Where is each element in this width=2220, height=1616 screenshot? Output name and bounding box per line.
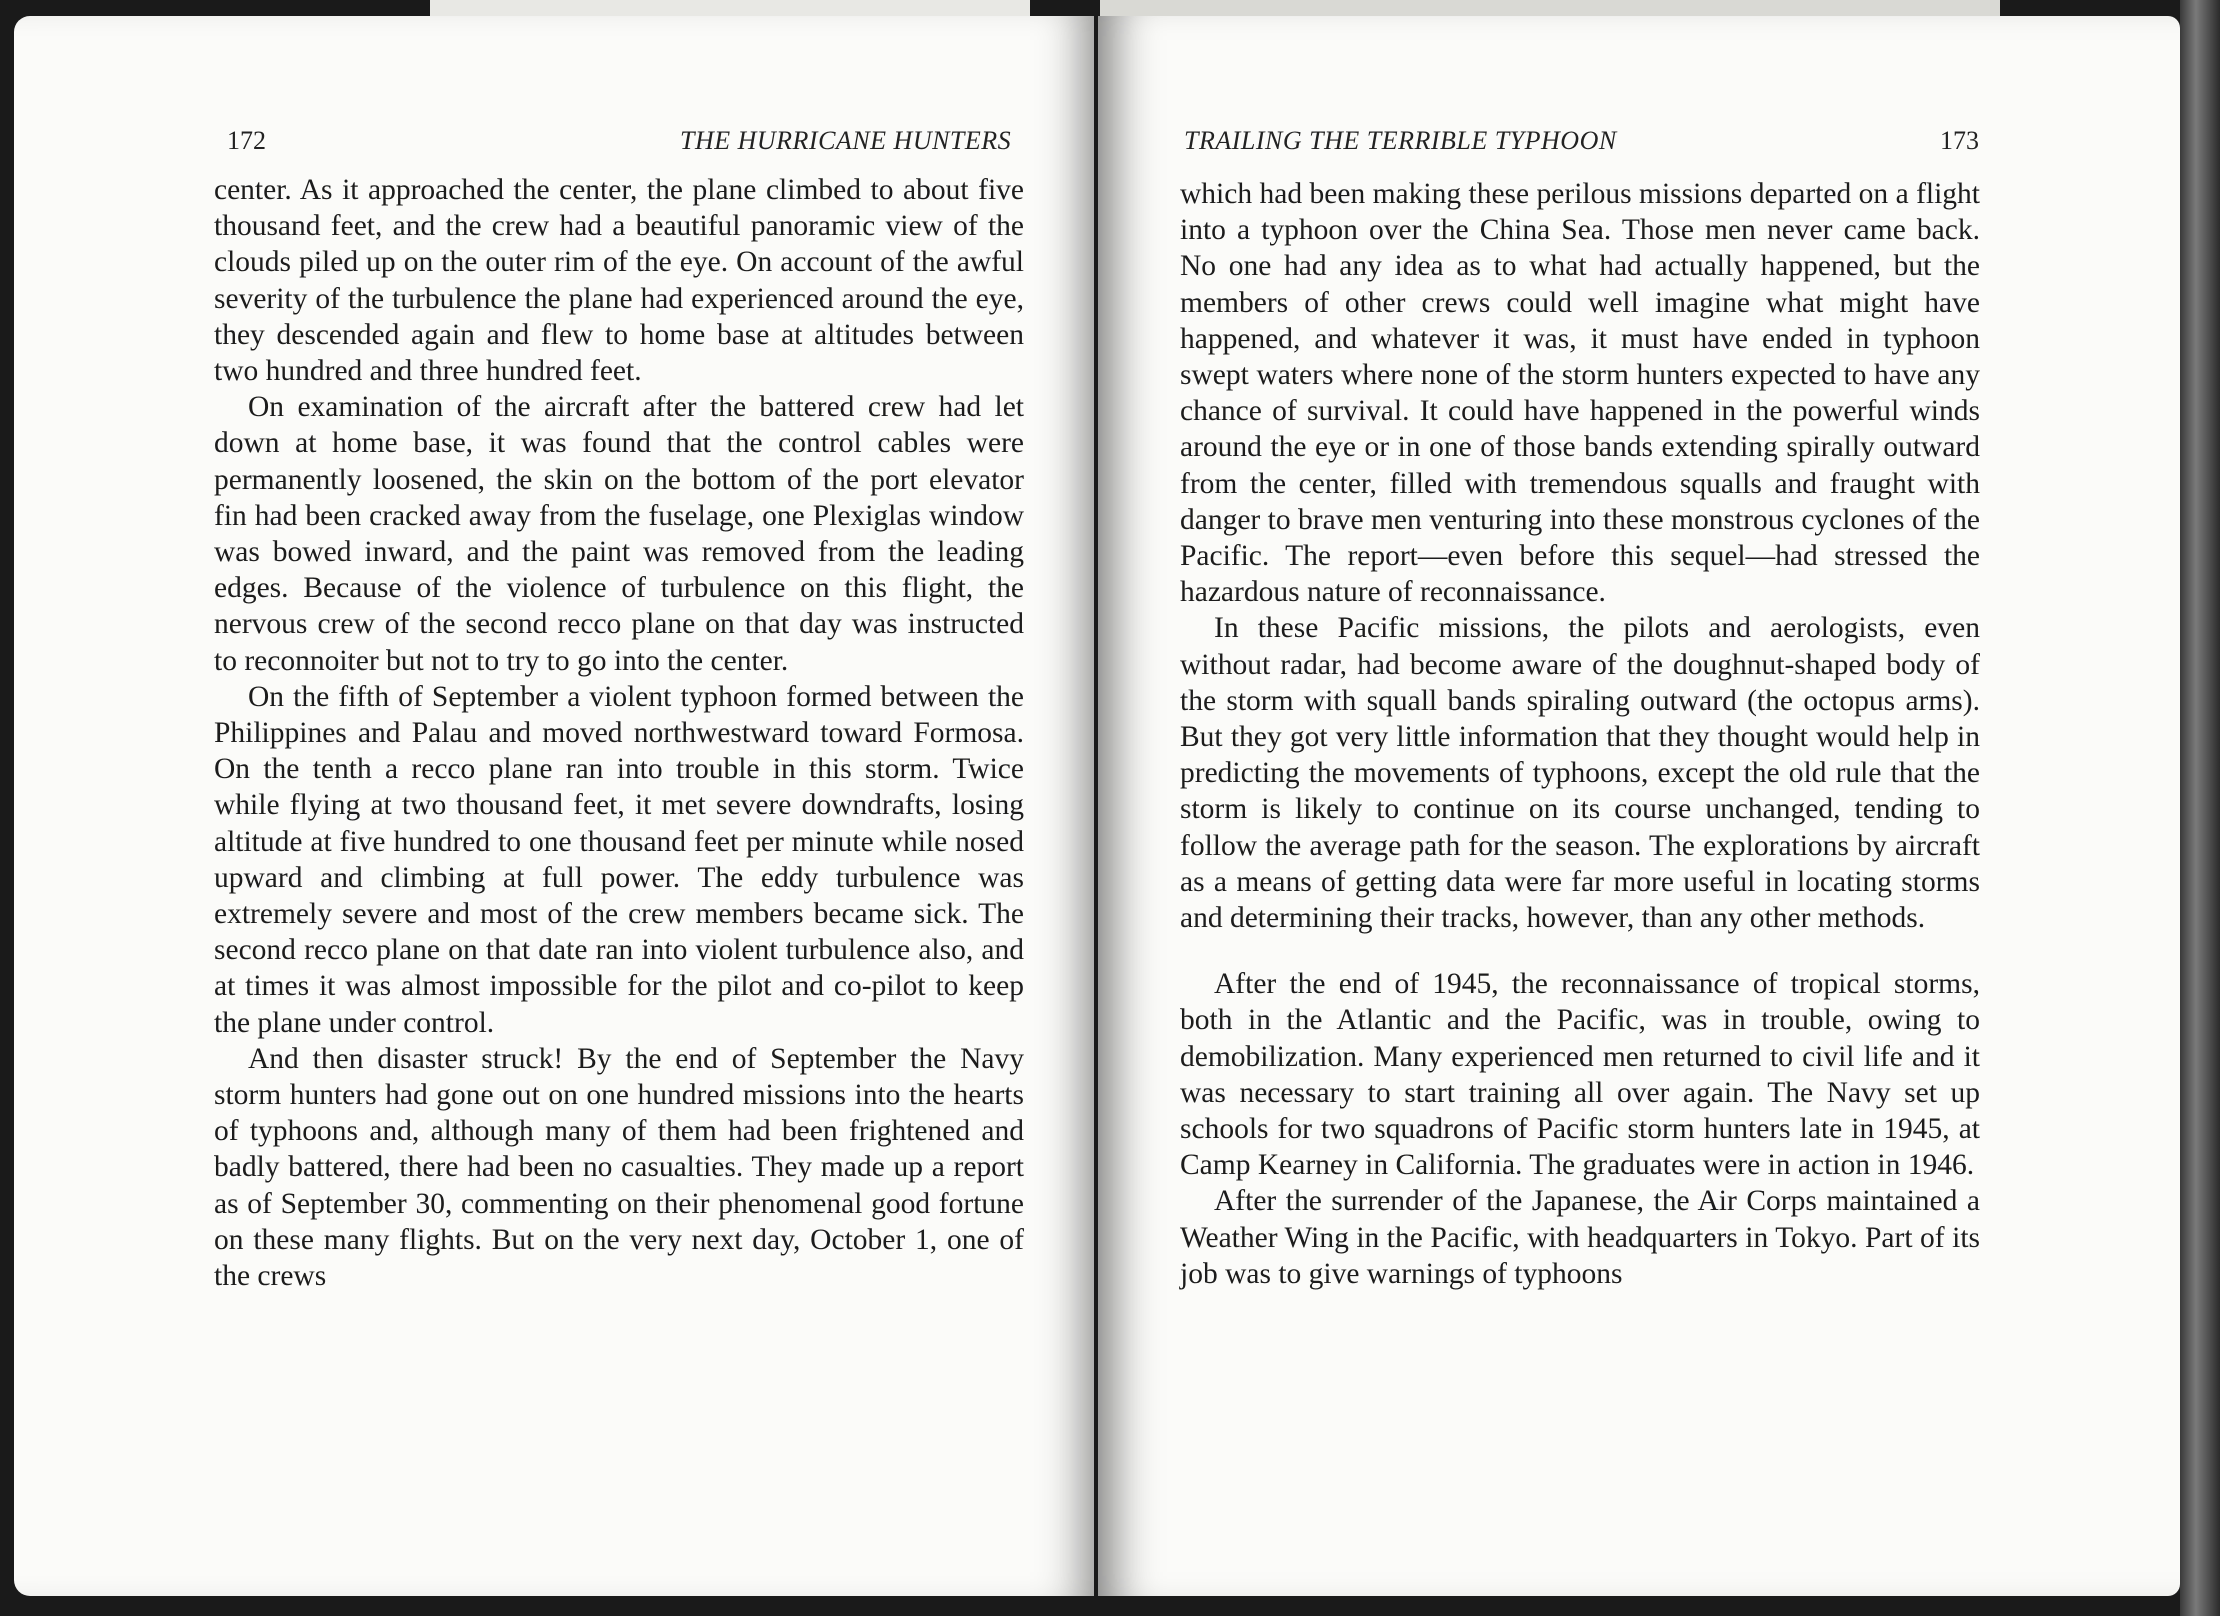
paragraph: And then disaster struck! By the end of September the Navy storm hunters had gone out on one hundred missions into the hearts of typhoons and, although many of them had been frightened and badly battered, there had been no casualties. They made up a report as of September 30, commenting on their phenomenal good fortune on these many flights. But on the very next day, October 1, one of the crews: [214, 1042, 1024, 1293]
paragraph: which had been making these perilous missions departed on a flight into a typhoon over the China Sea. Those men never came back. No one had any idea as to what had actually happened, but the members of other crews could well imagine what might have happened, and whatever it was, it must have ended in typhoon swept waters where none of the storm hunters expected to have any chance of survival. It could have happened in the powerful winds around the eye or in one of those bands extending spirally outward from the center, filled with tremendous squalls and fraught with danger to brave men venturing into these monstrous cyclones of the Pacific. The report—even before this sequel—had stressed the hazardous nature of reconnaissance.: [1180, 178, 1980, 609]
page-number-left: 172: [227, 126, 266, 155]
right-body-text: [1180, 176, 1980, 1292]
paragraph: After the end of 1945, the reconnaissance of tropical storms, both in the Atlantic and the Pacific, was in trouble, owing to demobilization. Many experienced men returned to civil life and it was necessary to start training all over again. The Navy set up schools for two squadrons of Pacific storm hunters late in 1945, at Camp Kearney in California. The graduates were in action in 1946.: [1180, 968, 1980, 1182]
running-head-right: TRAILING THE TERRIBLE TYPHOON: [1184, 126, 1617, 155]
paragraph: On the fifth of September a violent typhoon formed between the Philippines and Palau and moved northwestward toward Formosa. On the tenth a recco plane ran into trouble in this storm. Twice while flying at two thousand feet, it met severe downdrafts, losing altitude at five hundred to one thousand feet per minute while nosed upward and climbing at full power. The eddy turbulence was extremely severe and most of the crew members became sick. The second recco plane on that date ran into violent turbulence also, and at times it was almost impossible for the pilot and co-pilot to keep the plane under control.: [214, 680, 1024, 1039]
paragraph: In these Pacific missions, the pilots and aerologists, even without radar, had become aware of the doughnut-shaped body of the storm with squall bands spiraling outward (the octopus arms). But they got very little information that they thought would help in predicting the movements of typhoons, except the old rule that the storm is likely to continue on its course unchanged, tending to follow the average path for the season. The explorations by aircraft as a means of getting data were far more useful in locating storms and determining their tracks, however, than any other methods.: [1180, 612, 1980, 935]
right-header: [0, 126, 2220, 166]
paper-slip-top-right: [1100, 0, 2000, 16]
paragraph: On examination of the aircraft after the battered crew had let down at home base, it was found that the control cables were permanently loosened, the skin on the bottom of the port elevator fin had been cracked away from the fuselage, one Plexiglas window was bowed inward, and the paint was removed from the leading edges. Because of the violence of turbulence on this flight, the nervous crew of the second recco plane on that day was instructed to reconnoiter but not to try to go into the center.: [214, 391, 1024, 677]
paragraph: After the surrender of the Japanese, the Air Corps maintained a Weather Wing in the Pacific, with headquarters in Tokyo. Part of its job was to give warnings of typhoons: [1180, 1185, 1980, 1290]
paragraph: center. As it approached the center, the plane climbed to about five thousand feet, and the crew had a beautiful panoramic view of the clouds piled up on the outer rim of the eye. On account of the awful severity of the turbulence the plane had experienced around the eye, they descended again and flew to home base at altitudes between two hundred and three hundred feet.: [214, 174, 1024, 388]
left-body-text: [214, 172, 1024, 1294]
running-head-left: THE HURRICANE HUNTERS: [680, 126, 1012, 155]
page-number-right: 173: [1940, 126, 1979, 155]
page-edge: [2180, 0, 2220, 1616]
